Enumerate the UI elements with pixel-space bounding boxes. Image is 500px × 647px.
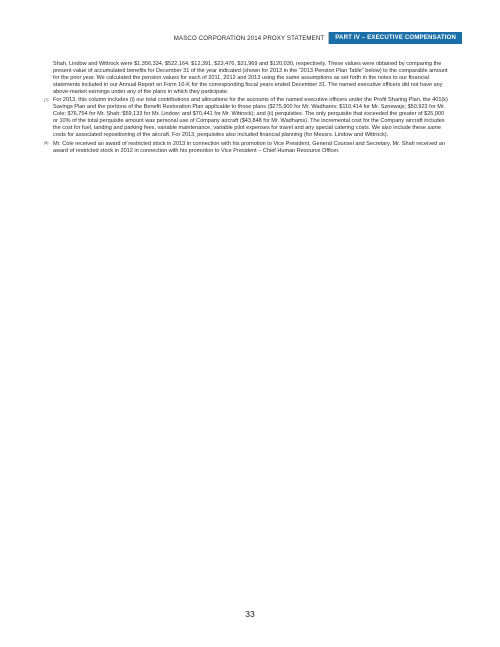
footnote-text: Mr. Cole received an award of restricted stock in 2013 in connection with his promotion to Vice President, General Counsel and Secretary. Mr. Shah received an award of restricted stock in 2012 in connection with his promotion to Vice President – Chief Human Resource Officer. xyxy=(53,140,445,154)
footnotes xyxy=(44,61,449,155)
page-header xyxy=(174,32,462,44)
footnote-text: Shah, Lindow and Wittrock were $1,356,334, $522,164, $12,391, $23,476, $31,969 and $120,030, respectively. These values were obtained by comparing the present value of accumulated benefits for December 31 of the year indicated (shown for 2013 in the “2013 Pension Plan Table” below) to the comparable amount for the prior year. We calculated the pension values for each of 2011, 2012 and 2013 using the same assumptions as set forth in the notes to our financial statements included in our Annual Report on Form 10-K for the corresponding fiscal years ended December 31. The named executive officers did not have any above-market earnings under any of the plans in which they participate. xyxy=(53,61,448,96)
footnote-6-continuation xyxy=(53,61,449,96)
footnote-8 xyxy=(44,140,449,155)
document-title: MASCO CORPORATION 2014 PROXY STATEMENT xyxy=(173,34,325,42)
footnote-text: For 2013, this column includes (i) our total contributions and allocations for the accounts of the named executive officers under the Profit Sharing Plan, the 401(k) Savings Plan and the portions of the Benefit Restoration Plan applicable to those plans ($275,900 for Mr. Wadhams; $110,414 for Mr. Sznewajs; $50,923 for Mr. Cole; $76,754 for Mr. Shah; $59,133 for Mr. Lindow; and $70,441 for Mr. Wittrock); and (ii) perquisites. The only perquisite that exceeded the greater of $25,000 or 10% of the total perquisite amount was personal use of Company aircraft ($43,848 for Mr. Wadhams). The incremental cost for the Company aircraft includes the cost for fuel, landing and parking fees, variable maintenance, variable pilot expenses for travel and any special catering costs. We also include these same costs for associated repositioning of the aircraft. For 2013, perquisites also included financial planning (for Messrs. Lindow and Wittrock). xyxy=(53,97,448,139)
footnote-marker: (7) xyxy=(44,97,49,102)
footnote-marker: (8) xyxy=(44,141,49,146)
section-badge: PART IV – EXECUTIVE COMPENSATION xyxy=(329,32,462,44)
page-number: 33 xyxy=(245,609,255,619)
footnote-7 xyxy=(44,97,449,139)
